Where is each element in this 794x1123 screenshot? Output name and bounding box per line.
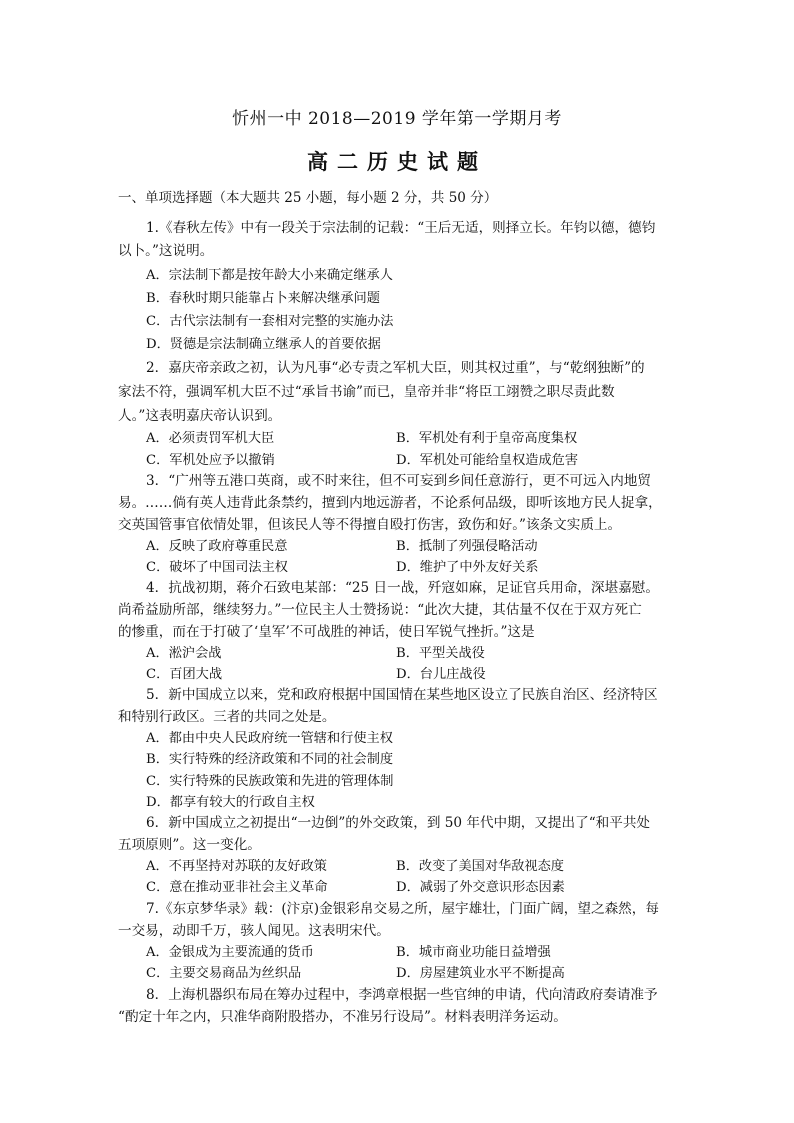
question-4-line-1: 4．抗战初期，蒋介石致电某部：“25 日一战，歼寇如麻，足证官兵用命，深堪嘉慰。 <box>146 580 659 596</box>
question-4-option-c: C．百团大战 <box>146 667 223 682</box>
question-3-option-c: C．破坏了中国司法主权 <box>146 560 288 575</box>
question-4-line-2: 尚希益励所部，继续努力。”一位民主人士赞扬说：“此次大捷，其估量不仅在于双方死亡 <box>118 602 642 618</box>
question-2-option-d: D．军机处可能给皇权造成危害 <box>396 453 579 468</box>
question-6-option-b: B．改变了美国对华敌视态度 <box>396 859 564 874</box>
question-5-line-2: 和特别行政区。三者的共同之处是。 <box>118 709 336 725</box>
question-6-line-2: 五项原则”。这一变化。 <box>118 837 261 853</box>
question-2-line-1: 2．嘉庆帝亲政之初，认为凡事“必专责之军机大臣，则其权过重”，与“乾纲独断”的 <box>146 360 645 376</box>
question-1-line-1: 1.《春秋左传》中有一段关于宗法制的记载：“王后无适，则择立长。年钧以德，德钧 <box>146 220 656 236</box>
question-3-option-b: B．抵制了列强侵略活动 <box>396 539 538 554</box>
question-6-line-1: 6．新中国成立之初提出“一边倒”的外交政策，到 50 年代中期，又提出了“和平共处 <box>146 815 651 831</box>
question-5-option-a: A．都由中央人民政府统一管辖和行使主权 <box>146 731 393 746</box>
question-7-line-2: 一交易，动即千万，骇人闻见。这表明宋代。 <box>118 923 390 939</box>
question-3-option-a: A．反映了政府尊重民意 <box>146 539 288 554</box>
question-3-line-1: 3．“广州等五港口英商，或不时来往，但不可妄到乡间任意游行，更不可远入内地贸 <box>146 473 651 489</box>
question-5-line-1: 5．新中国成立以来，党和政府根据中国国情在某些地区设立了民族自治区、经济特区 <box>146 687 658 703</box>
question-6-option-a: A．不再坚持对苏联的友好政策 <box>146 859 327 874</box>
question-3-line-2: 易。……倘有英人违背此条禁约，擅到内地远游者，不论系何品级，即听该地方民人捉拿， <box>118 495 662 511</box>
question-2-option-c: C．军机处应予以撤销 <box>146 453 275 468</box>
question-6-option-c: C．意在推动亚非社会主义革命 <box>146 880 328 895</box>
question-1-option-d: D．贤德是宗法制确立继承人的首要依据 <box>146 337 381 352</box>
question-7-option-c: C．主要交易商品为丝织品 <box>146 966 302 981</box>
question-1-option-a: A．宗法制下都是按年龄大小来确定继承人 <box>146 268 393 283</box>
question-5-option-c: C．实行特殊的民族政策和先进的管理体制 <box>146 774 394 789</box>
question-4-option-b: B．平型关战役 <box>396 646 485 661</box>
question-4-option-d: D．台儿庄战役 <box>396 667 486 682</box>
question-1-option-b: B．春秋时期只能靠占卜来解决继承问题 <box>146 291 380 306</box>
question-2-line-3: 人。”这表明嘉庆帝认识到。 <box>118 408 282 424</box>
question-1-option-c: C．古代宗法制有一套相对完整的实施办法 <box>146 314 394 329</box>
section-heading: 一、单项选择题（本大题共 25 小题，每小题 2 分，共 50 分） <box>118 190 498 206</box>
question-2-option-b: B．军机处有利于皇帝高度集权 <box>396 431 578 446</box>
question-7-line-1: 7.《东京梦华录》载：(汴京)金银彩帛交易之所，屋宇雄壮，门面广阔，望之森然，每 <box>146 901 659 917</box>
exam-title: 忻州一中 2018—2019 学年第一学期月考 <box>232 109 562 129</box>
question-3-line-3: 交英国管事官依情处罪，但该民人等不得擅自殴打伤害，致伤和好。”该条文实质上。 <box>118 517 622 533</box>
exam-subtitle: 高二历史试题 <box>307 149 487 174</box>
question-8-line-1: 8．上海机器织布局在筹办过程中，李鸿章根据一些官绅的申请，代向清政府奏请准予 <box>146 987 658 1003</box>
question-6-option-d: D．减弱了外交意识形态因素 <box>396 880 565 895</box>
question-5-option-d: D．都享有较大的行政自主权 <box>146 795 315 810</box>
question-3-option-d: D．维护了中外友好关系 <box>396 560 539 575</box>
question-7-option-b: B．城市商业功能日益增强 <box>396 945 551 960</box>
question-2-line-2: 家法不符，强调军机大臣不过“承旨书谕”而已，皇帝并非“将臣工翊赞之职尽责此数 <box>118 384 615 400</box>
question-1-line-2: 以卜。”这说明。 <box>118 243 214 259</box>
question-7-option-d: D．房屋建筑业水平不断提高 <box>396 966 565 981</box>
question-4-option-a: A．淞沪会战 <box>146 646 222 661</box>
question-4-line-3: 的惨重，而在于打破了‘皇军’不可战胜的神话，使日军锐气挫折。”这是 <box>118 624 535 640</box>
question-8-line-2: “酌定十年之内，只准华商附股搭办，不准另行设局”。材料表明洋务运动。 <box>118 1009 567 1025</box>
question-5-option-b: B．实行特殊的经济政策和不同的社会制度 <box>146 752 394 767</box>
question-7-option-a: A．金银成为主要流通的货币 <box>146 945 314 960</box>
question-2-option-a: A．必须责罚军机大臣 <box>146 431 275 446</box>
